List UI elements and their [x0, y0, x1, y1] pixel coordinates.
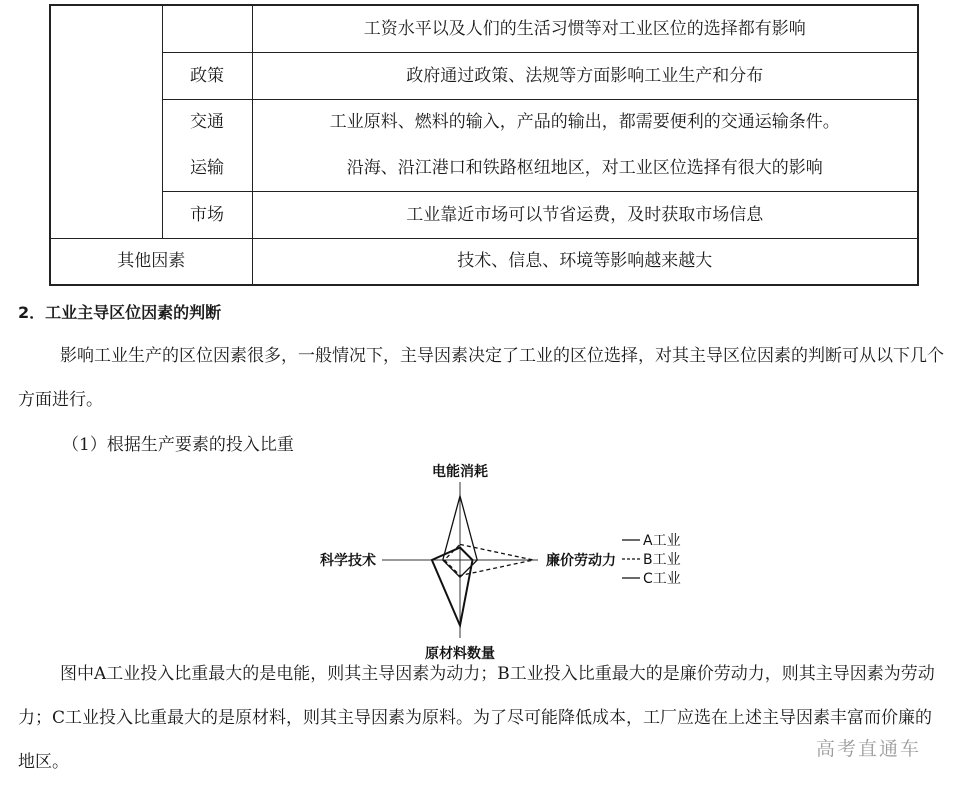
table-label-market: 市场 [162, 191, 252, 238]
table-label-other: 其他因素 [50, 238, 252, 285]
explain-paragraph: 图中A工业投入比重最大的是电能，则其主导因素为动力；B工业投入比重最大的是廉价劳动力，则其主导因素为劳动力；C工业投入比重最大的是原材料，则其主导因素为原料。为了尽可能降低成本，工厂应选在上述主导因素丰富而价廉的地区。 [18, 664, 935, 772]
transport-desc-2: 沿海、沿江港口和铁路枢纽地区，对工业区位选择有很大的影响 [346, 158, 823, 178]
radar-axis-label: 原材料数量 [425, 646, 495, 662]
legend-label: B工业 [643, 552, 681, 568]
radar-axis-label: 廉价劳动力 [546, 553, 616, 569]
table-label-policy: 政策 [162, 52, 252, 99]
table-category-cell [50, 5, 162, 238]
table-desc-wage: 工资水平以及人们的生活习惯等对工业区位的选择都有影响 [252, 5, 918, 52]
radar-legend [622, 533, 681, 587]
transport-label-1: 交通 [190, 112, 224, 132]
radar-chart [300, 462, 700, 662]
section-heading: 2．工业主导区位因素的判断 [18, 303, 222, 322]
table-desc-policy: 政府通过政策、法规等方面影响工业生产和分布 [252, 52, 918, 99]
intro-paragraph: 影响工业生产的区位因素很多，一般情况下，主导因素决定了工业的区位选择，对其主导区位因素的判断可从以下几个方面进行。 [18, 346, 944, 410]
table-desc-transport [252, 99, 918, 191]
legend-label: C工业 [643, 571, 681, 587]
radar-axis-label: 电能消耗 [432, 464, 488, 480]
table-desc-market: 工业靠近市场可以节省运费，及时获取市场信息 [252, 191, 918, 238]
radar-series [432, 496, 533, 626]
watermark: 高考直通车 [816, 738, 922, 760]
transport-desc-1: 工业原料、燃料的输入，产品的输出，都需要便利的交通运输条件。 [329, 112, 840, 132]
table-label-transport [162, 99, 252, 191]
sub-heading: （1）根据生产要素的投入比重 [62, 435, 294, 455]
transport-label-2: 运输 [190, 158, 224, 178]
radar-series-3 [432, 548, 473, 626]
table-desc-other: 技术、信息、环境等影响越来越大 [252, 238, 918, 285]
location-factors-table [49, 4, 919, 286]
radar-axes [382, 482, 538, 638]
radar-axis-labels [320, 463, 616, 662]
table-label-cell [162, 5, 252, 52]
legend-label: A工业 [643, 533, 681, 549]
radar-axis-label: 科学技术 [320, 553, 376, 569]
